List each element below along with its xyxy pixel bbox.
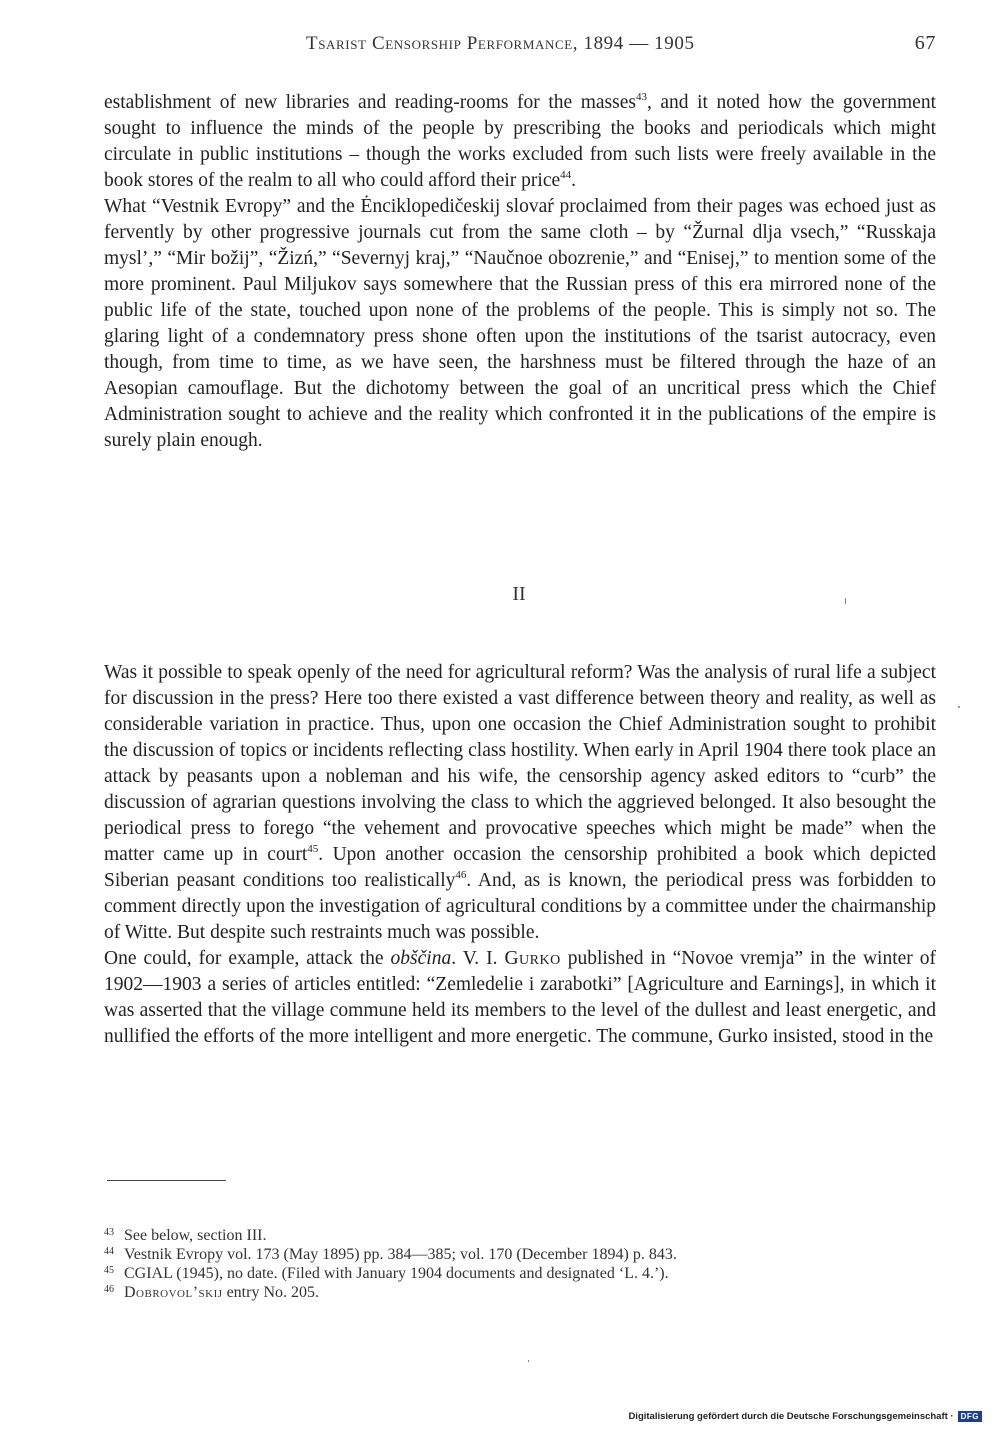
footnote-ref-44[interactable]: 44 (560, 168, 572, 181)
footnote-ref-43[interactable]: 43 (635, 90, 647, 103)
body-text-top (104, 90, 936, 454)
footnote-46 (104, 1283, 936, 1302)
footnotes (104, 1226, 936, 1302)
paragraph-4: One could, for example, attack the obščina. V. I. Gurko published in “Novoe vremja” in the winter of 1902—1903 a series of articles entitled: “Zemledelie i zarabotki” [Agriculture and Earnings], in which it was asserted that the village commune held its members to the level of the dullest and least energetic, and nullified the efforts of the more intelligent and more energetic. The commune, Gurko insisted, stood in the (104, 948, 936, 1047)
scan-speck (528, 1360, 529, 1362)
author-dobrovolskij: Dobrovol’skij (124, 1284, 223, 1301)
body-text-bottom (104, 660, 936, 1050)
footnote-ref-45[interactable]: 45 (307, 842, 319, 855)
running-header (306, 32, 936, 55)
dfg-logo: DFG (958, 1411, 982, 1422)
footnote-number: 45 (104, 1265, 114, 1276)
term-obscina: obščina (390, 948, 452, 969)
section-heading: II (512, 583, 526, 605)
scan-speck (958, 706, 960, 708)
footnote-text: Vestnik Evropy vol. 173 (May 1895) pp. 384—385; vol. 170 (December 1894) p. 843. (124, 1246, 677, 1263)
footnote-number: 44 (104, 1246, 114, 1257)
footnote-number: 46 (104, 1284, 114, 1295)
digitization-text: Digitalisierung gefördert durch die Deutsche Forschungsgemeinschaft · (628, 1411, 954, 1422)
page-number: 67 (914, 32, 936, 54)
author-gurko: Gurko (504, 948, 561, 969)
paragraph-1: establishment of new libraries and reading-rooms for the masses$^{43}$, and it noted how the government sought to influence the minds of the people by prescribing the books and periodicals which might circulate in public institutions – though the works excluded from such lists were freely available in the book stores of the realm to all who could afford their price$^{44}$. (104, 90, 937, 191)
footnote-text: CGIAL (1945), no date. (Filed with January 1904 documents and designated ‘L. 4.’). (124, 1265, 669, 1282)
footnote-45 (104, 1264, 936, 1283)
running-title: Tsarist Censorship Performance, 1894 — 1905 (306, 33, 695, 54)
footnote-44 (104, 1245, 936, 1264)
footnote-divider (107, 1180, 226, 1181)
digitization-notice (628, 1411, 982, 1422)
footnote-text: See below, section III. (124, 1227, 267, 1244)
footnote-43 (104, 1226, 936, 1245)
scan-speck (845, 598, 846, 604)
footnote-number: 43 (104, 1227, 114, 1238)
paragraph-2: What “Vestnik Evropy” and the Ėnciklopedičeskij slovaŕ proclaimed from their pages was echoed just as fervently by other progressive journals cut from the same cloth – by “Žurnal dlja vsech,” “Russkaja mysl’,” “Mir božij”, “Žizń,” “Severnyj kraj,” “Naučnoe obozrenie,” and “Enisej,” to mention some of the more prominent. Paul Miljukov says somewhere that the Russian press of this era mirrored none of the public life of the state, touched upon none of the problems of the people. This is simply not so. The glaring light of a condemnatory press shone often upon the institutions of the tsarist autocracy, even though, from time to time, as we have seen, the harshness must be filtered through the haze of an Aesopian camouflage. But the dichotomy between the goal of an uncritical press which the Chief Administration sought to achieve and the reality which confronted it in the publications of the empire is surely plain enough. (104, 196, 936, 451)
paragraph-3: Was it possible to speak openly of the need for agricultural reform? Was the analysis of rural life a subject for discussion in the press? Here too there existed a vast difference between theory and reality, as well as considerable variation in practice. Thus, upon one occasion the Chief Administration sought to prohibit the discussion of topics or incidents reflecting class hostility. When early in April 1904 there took place an attack by peasants upon a nobleman and his wife, the censorship agency asked editors to “curb” the discussion of agrarian questions involving the class to which the aggrieved belonged. It also besought the periodical press to forego “the vehement and provocative speeches which might be made” when the matter came up in court$^{45}$. Upon another occasion the censorship prohibited a book which depicted Siberian peasant conditions too realistically$^{46}$. And, as is known, the periodical press was forbidden to comment directly upon the investigation of agricultural conditions by a committee under the chairmanship of Witte. But despite such restraints much was possible. (104, 662, 936, 943)
footnote-ref-46[interactable]: 46 (455, 868, 467, 881)
footnote-text: entry No. 205. (222, 1284, 319, 1301)
